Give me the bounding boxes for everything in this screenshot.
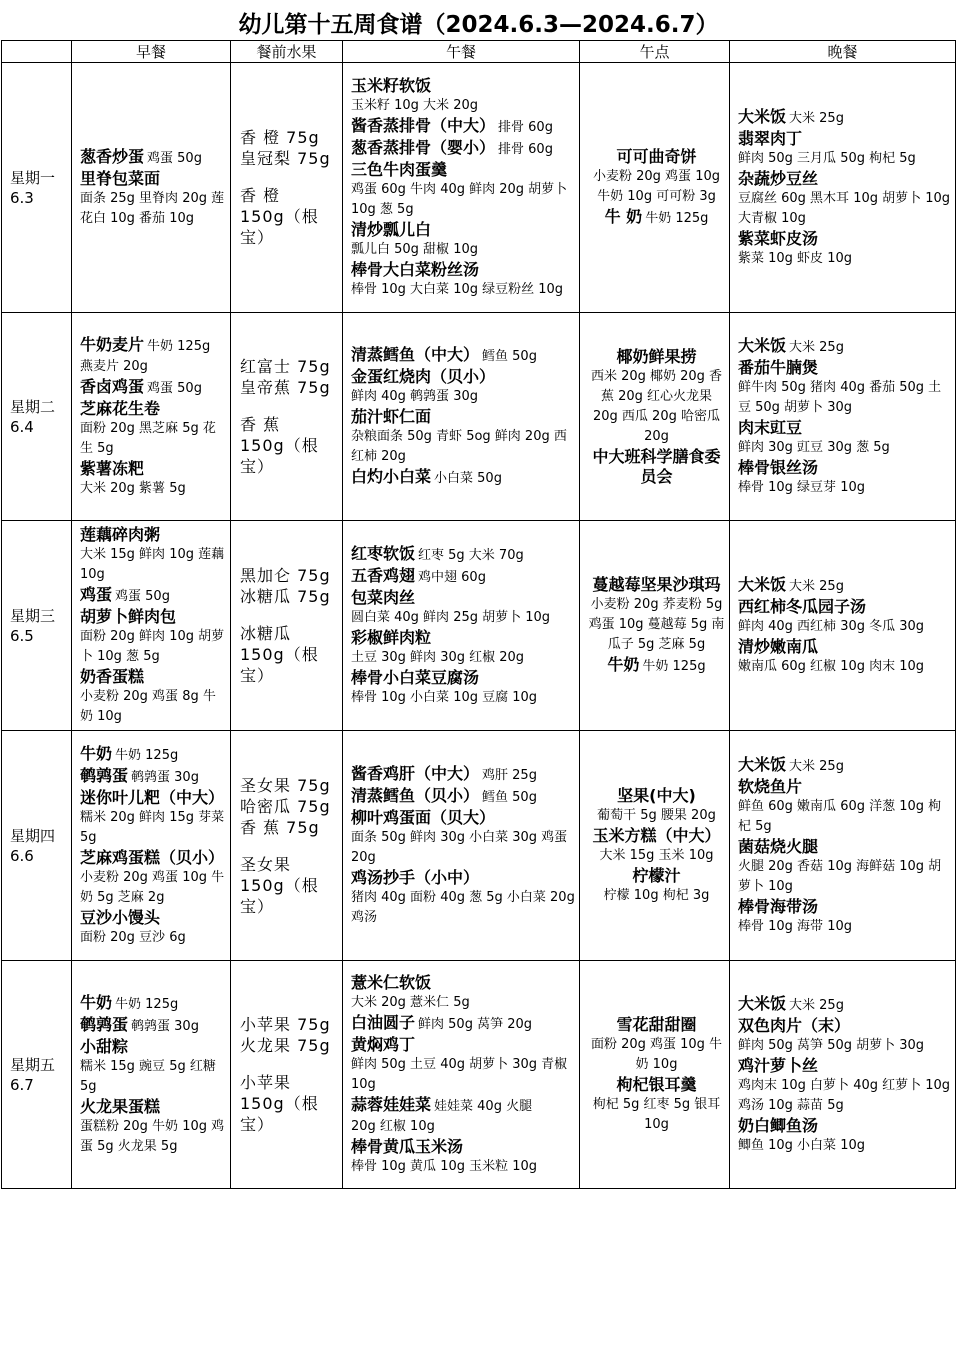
fruit-amount: 150g（根宝） — [240, 1094, 319, 1134]
dish-inline-ingredients: 排骨 60g — [498, 119, 553, 135]
breakfast-cell — [72, 961, 231, 1189]
dish-ingredients: 鲜肉 50g 三月瓜 50g 枸杞 5g — [738, 150, 916, 166]
dish-name: 大米饭 大米 25g — [738, 993, 844, 1013]
dish-name: 番茄牛腩煲 — [738, 357, 819, 377]
header-breakfast: 早餐 — [72, 41, 231, 63]
fruit-cell — [231, 521, 343, 731]
dish-ingredients: 大米 20g 薏米仁 5g — [351, 994, 470, 1010]
fruit-item: 圣女果 75g — [240, 775, 331, 795]
dish-name: 奶白鲫鱼汤 — [738, 1115, 819, 1135]
dish-ingredients: 面粉 20g 鸡蛋 10g 牛奶 10g — [590, 1036, 723, 1072]
day-cell — [2, 63, 72, 313]
lunch-cell — [343, 521, 580, 731]
fruit-cell — [231, 961, 343, 1189]
fruit-gap — [240, 169, 338, 185]
dish-ingredients: 小麦粉 20g 荞麦粉 5g 鸡蛋 10g 蔓越莓 5g 南瓜子 5g 芝麻 5g — [588, 596, 725, 652]
fruit-main: 冰糖瓜 — [240, 624, 292, 643]
date-label: 6.4 — [10, 417, 34, 436]
fruit-gap — [240, 1056, 338, 1072]
dish-name: 葱香蒸排骨（婴小） 排骨 60g — [351, 137, 553, 157]
dish-name: 薏米仁软饭 — [351, 972, 432, 992]
dish-inline-ingredients: 牛奶 125g — [147, 338, 211, 354]
dish-name: 火龙果蛋糕 — [80, 1096, 161, 1116]
dish-name: 牛奶麦片 牛奶 125g — [80, 334, 211, 354]
dish-name: 鸡汤抄手（小中） — [351, 867, 480, 887]
fruit-item: 火龙果 75g — [240, 1036, 331, 1055]
dish-inline-ingredients: 牛奶 125g — [115, 996, 179, 1012]
dish-name: 酱香蒸排骨（中大） 排骨 60g — [351, 115, 553, 135]
dish-ingredients: 鲜鱼 60g 嫩南瓜 60g 洋葱 10g 枸杞 5g — [738, 798, 942, 834]
dish-ingredients: 小麦粉 20g 鸡蛋 10g 牛奶 5g 芝麻 2g — [80, 869, 225, 905]
dinner-cell — [730, 63, 956, 313]
dish-name: 彩椒鲜肉粒 — [351, 627, 432, 647]
day-row — [2, 63, 956, 313]
fruit-amount: 150g（根宝） — [240, 645, 319, 685]
dish-name: 肉末豇豆 — [738, 417, 803, 437]
dish-name: 中大班科学膳食委员会 — [592, 446, 721, 486]
dish-inline-ingredients: 鸡中翅 60g — [418, 569, 486, 585]
dish-name: 五香鸡翅 鸡中翅 60g — [351, 565, 486, 585]
dish-inline-ingredients: 大米 25g — [789, 339, 844, 355]
dish-ingredients: 燕麦片 20g — [80, 358, 148, 374]
dish-name: 白油圆子 鲜肉 50g 莴笋 20g — [351, 1012, 533, 1032]
dish-name: 莲藕碎肉粥 — [80, 524, 161, 544]
dish-name: 胡萝卜鲜肉包 — [80, 606, 177, 626]
dish-name: 牛奶 牛奶 125g — [607, 654, 706, 674]
fruit-item: 哈密瓜 75g — [240, 796, 331, 816]
date-label: 6.3 — [10, 188, 34, 207]
dish-ingredients: 豆腐丝 60g 黑木耳 10g 胡萝卜 10g 大青椒 10g — [738, 190, 951, 226]
dish-name: 红枣软饭 红枣 5g 大米 70g — [351, 543, 524, 563]
date-label: 6.6 — [10, 846, 34, 865]
dish-ingredients: 棒骨 10g 绿豆芽 10g — [738, 479, 865, 495]
dish-name: 玉米方糕（中大） — [592, 825, 721, 845]
dish-name: 可可曲奇饼 — [616, 146, 697, 166]
lunch-cell — [343, 313, 580, 521]
fruit-item: 香 蕉 75g — [240, 817, 320, 837]
dish-inline-ingredients: 排骨 60g — [498, 141, 553, 157]
lunch-cell — [343, 961, 580, 1189]
weekday-label: 星期五 — [10, 1055, 56, 1074]
dish-name: 杂蔬炒豆丝 — [738, 168, 819, 188]
weekday-label: 星期二 — [10, 397, 56, 416]
dish-name: 棒骨海带汤 — [738, 896, 819, 916]
dinner-cell — [730, 961, 956, 1189]
dish-ingredients: 鲜肉 30g 豇豆 30g 葱 5g — [738, 439, 890, 455]
dish-inline-ingredients: 鹌鹑蛋 30g — [131, 1018, 199, 1034]
dish-ingredients: 鲫鱼 10g 小白菜 10g — [738, 1137, 865, 1153]
dish-inline-ingredients: 鸡肝 25g — [482, 767, 537, 783]
dish-ingredients: 猪肉 40g 面粉 40g 葱 5g 小白菜 20g 鸡汤 — [351, 889, 575, 925]
breakfast-cell — [72, 63, 231, 313]
dish-inline-ingredients: 鹌鹑蛋 30g — [131, 769, 199, 785]
fruit-main: 圣女果 — [240, 854, 292, 874]
fruit-item: 香 橙 75g — [240, 128, 320, 147]
dish-inline-ingredients: 鳕鱼 50g — [482, 789, 537, 805]
dish-name: 牛奶 牛奶 125g — [80, 992, 179, 1012]
fruit-item: 黑加仑 75g — [240, 566, 331, 585]
dish-name: 枸杞银耳羹 — [616, 1074, 697, 1094]
dish-inline-ingredients: 娃娃菜 40g 火腿 — [434, 1098, 533, 1114]
day-row — [2, 521, 956, 731]
dish-ingredients: 面条 50g 鲜肉 30g 小白菜 30g 鸡蛋 20g — [351, 829, 568, 865]
dish-name: 芝麻鸡蛋糕（贝小） — [80, 847, 225, 867]
dish-name: 蔓越莓坚果沙琪玛 — [592, 574, 721, 594]
fruit-amount: 150g（根宝） — [240, 436, 319, 476]
day-row — [2, 313, 956, 521]
dinner-cell — [730, 731, 956, 961]
dish-ingredients: 小麦粉 20g 鸡蛋 8g 牛奶 10g — [80, 688, 216, 724]
snack-cell — [580, 63, 730, 313]
dish-inline-ingredients: 小白菜 50g — [434, 470, 502, 486]
fruit-item: 皇冠梨 75g — [240, 149, 331, 168]
dish-ingredients: 20g 红椒 10g — [351, 1118, 435, 1134]
dish-inline-ingredients: 鸡蛋 50g — [115, 588, 170, 604]
dish-ingredients: 面条 25g 里脊肉 20g 莲花白 10g 番茄 10g — [80, 190, 225, 226]
date-label: 6.5 — [10, 626, 34, 645]
dish-ingredients: 紫菜 10g 虾皮 10g — [738, 250, 852, 266]
dish-inline-ingredients: 鸡蛋 50g — [147, 150, 202, 166]
lunch-cell — [343, 731, 580, 961]
dish-name: 软烧鱼片 — [738, 776, 803, 796]
dish-inline-ingredients: 牛奶 125g — [115, 747, 179, 763]
day-row — [2, 731, 956, 961]
dish-ingredients: 大米 15g 鲜肉 10g 莲藕 10g — [80, 546, 225, 582]
dish-name: 茄汁虾仁面 — [351, 406, 432, 426]
dish-name: 鸡蛋 鸡蛋 50g — [80, 584, 170, 604]
dish-inline-ingredients: 大米 25g — [789, 758, 844, 774]
dish-name: 鹌鹑蛋 鹌鹑蛋 30g — [80, 1014, 199, 1034]
dish-ingredients: 鲜肉 40g 西红柿 30g 冬瓜 30g — [738, 618, 925, 634]
dish-ingredients: 鲜肉 50g 莴笋 50g 胡萝卜 30g — [738, 1037, 925, 1053]
dish-ingredients: 棒骨 10g 黄瓜 10g 玉米粒 10g — [351, 1158, 538, 1174]
dish-ingredients: 柠檬 10g 枸杞 3g — [603, 887, 710, 903]
dish-name: 椰奶鲜果捞 — [616, 346, 697, 366]
dish-name: 鹌鹑蛋 鹌鹑蛋 30g — [80, 765, 199, 785]
dish-ingredients: 大米 20g 紫薯 5g — [80, 480, 186, 496]
fruit-cell — [231, 313, 343, 521]
dish-name: 坚果(中大) — [617, 785, 696, 805]
fruit-item: 冰糖瓜 75g — [240, 587, 331, 606]
day-cell — [2, 521, 72, 731]
dish-ingredients: 火腿 20g 香菇 10g 海鲜菇 10g 胡萝卜 10g — [738, 858, 942, 894]
dish-ingredients: 棒骨 10g 大白菜 10g 绿豆粉丝 10g — [351, 281, 564, 297]
dish-name: 柠檬汁 — [632, 865, 681, 885]
dish-ingredients: 糯米 15g 豌豆 5g 红糖 5g — [80, 1058, 216, 1094]
dish-name: 双色肉片（末） — [738, 1015, 851, 1035]
dish-name: 包菜肉丝 — [351, 587, 416, 607]
header-day — [2, 41, 72, 63]
fruit-main: 小苹果 — [240, 1073, 292, 1092]
dish-ingredients: 葡萄干 5g 腰果 20g — [597, 807, 716, 823]
dish-name: 翡翠肉丁 — [738, 128, 803, 148]
dish-name: 大米饭 大米 25g — [738, 335, 844, 355]
weekday-label: 星期四 — [10, 826, 56, 845]
fruit-item: 小苹果 75g — [240, 1015, 331, 1034]
dish-name: 奶香蛋糕 — [80, 666, 145, 686]
header-snack: 午点 — [580, 41, 730, 63]
fruit-gap — [240, 607, 338, 623]
dish-inline-ingredients: 鳕鱼 50g — [482, 348, 537, 364]
dish-name: 芝麻花生卷 — [80, 398, 161, 418]
dish-name: 雪花甜甜圈 — [616, 1014, 697, 1034]
dish-ingredients: 枸杞 5g 红枣 5g 银耳 10g — [592, 1096, 721, 1132]
dish-ingredients: 面粉 20g 鲜肉 10g 胡萝卜 10g 葱 5g — [80, 628, 225, 664]
dish-name: 蒜蓉娃娃菜 娃娃菜 40g 火腿 — [351, 1094, 533, 1114]
dish-name: 里脊包菜面 — [80, 168, 161, 188]
breakfast-cell — [72, 731, 231, 961]
fruit-item: 皇帝蕉 75g — [240, 378, 331, 397]
breakfast-cell — [72, 521, 231, 731]
dish-name: 菌菇烧火腿 — [738, 836, 819, 856]
header-lunch: 午餐 — [343, 41, 580, 63]
dish-inline-ingredients: 牛奶 125g — [645, 210, 709, 226]
dish-ingredients: 棒骨 10g 小白菜 10g 豆腐 10g — [351, 689, 538, 705]
fruit-amount: 150g（根宝） — [240, 875, 319, 916]
dish-name: 白灼小白菜 小白菜 50g — [351, 466, 502, 486]
dish-ingredients: 棒骨 10g 海带 10g — [738, 918, 852, 934]
dish-inline-ingredients: 大米 25g — [789, 578, 844, 594]
snack-cell — [580, 961, 730, 1189]
dish-name: 棒骨银丝汤 — [738, 457, 819, 477]
dish-name: 紫菜虾皮汤 — [738, 228, 819, 248]
dish-name: 酱香鸡肝（中大） 鸡肝 25g — [351, 763, 537, 783]
dish-ingredients: 鸡肉末 10g 白萝卜 40g 红萝卜 10g 鸡汤 10g 蒜苗 5g — [738, 1077, 951, 1113]
dish-name: 牛奶 牛奶 125g — [80, 743, 179, 763]
day-cell — [2, 731, 72, 961]
dish-name: 清炒嫩南瓜 — [738, 636, 819, 656]
day-cell — [2, 961, 72, 1189]
dish-ingredients: 面粉 20g 豆沙 6g — [80, 929, 186, 945]
day-row — [2, 961, 956, 1189]
header-fruit: 餐前水果 — [231, 41, 343, 63]
header-row — [2, 41, 956, 63]
menu-table — [1, 40, 956, 1189]
weekday-label: 星期三 — [10, 606, 56, 625]
dish-name: 黄焖鸡丁 — [351, 1034, 416, 1054]
dish-inline-ingredients: 牛奶 125g — [642, 658, 706, 674]
fruit-cell — [231, 63, 343, 313]
dish-ingredients: 蛋糕粉 20g 牛奶 10g 鸡蛋 5g 火龙果 5g — [80, 1118, 225, 1154]
dinner-cell — [730, 521, 956, 731]
fruit-gap — [240, 838, 338, 854]
dish-name: 三色牛肉蛋羹 — [351, 159, 448, 179]
fruit-main: 香 橙 — [240, 186, 281, 205]
dish-name: 清蒸鳕鱼（贝小） 鳕鱼 50g — [351, 785, 537, 805]
weekday-label: 星期一 — [10, 168, 56, 187]
dish-ingredients: 鲜肉 40g 鹌鹑蛋 30g — [351, 388, 478, 404]
dish-ingredients: 鲜肉 50g 土豆 40g 胡萝卜 30g 青椒 10g — [351, 1056, 568, 1092]
dish-name: 清蒸鳕鱼（中大） 鳕鱼 50g — [351, 344, 537, 364]
breakfast-cell — [72, 313, 231, 521]
dish-name: 大米饭 大米 25g — [738, 574, 844, 594]
fruit-gap — [240, 398, 338, 414]
dish-name: 葱香炒蛋 鸡蛋 50g — [80, 146, 202, 166]
dish-ingredients: 圆白菜 40g 鲜肉 25g 胡萝卜 10g — [351, 609, 551, 625]
dish-name: 迷你叶儿粑（中大） — [80, 787, 225, 807]
dish-name: 清炒瓢儿白 — [351, 219, 432, 239]
dish-ingredients: 面粉 20g 黑芝麻 5g 花生 5g — [80, 420, 216, 456]
dish-name: 小甜粽 — [80, 1036, 129, 1056]
dish-inline-ingredients: 大米 25g — [789, 110, 844, 126]
day-cell — [2, 313, 72, 521]
dish-ingredients: 鲜牛肉 50g 猪肉 40g 番茄 50g 土豆 50g 胡萝卜 30g — [738, 379, 942, 415]
dish-ingredients: 糯米 20g 鲜肉 15g 芽菜 5g — [80, 809, 225, 845]
dish-ingredients: 杂粮面条 50g 青虾 5og 鲜肉 20g 西红柿 20g — [351, 428, 567, 464]
lunch-cell — [343, 63, 580, 313]
dish-ingredients: 土豆 30g 鲜肉 30g 红椒 20g — [351, 649, 525, 665]
dish-name: 大米饭 大米 25g — [738, 754, 844, 774]
dish-inline-ingredients: 红枣 5g 大米 70g — [418, 547, 524, 563]
dish-name: 棒骨黄瓜玉米汤 — [351, 1136, 464, 1156]
dish-ingredients: 瓢儿白 50g 甜椒 10g — [351, 241, 478, 257]
fruit-cell — [231, 731, 343, 961]
dish-inline-ingredients: 鲜肉 50g 莴笋 20g — [418, 1016, 533, 1032]
dish-name: 柳叶鸡蛋面（贝大） — [351, 807, 496, 827]
dish-name: 玉米籽软饭 — [351, 75, 432, 95]
snack-cell — [580, 313, 730, 521]
snack-cell — [580, 731, 730, 961]
dish-ingredients: 大米 15g 玉米 10g — [599, 847, 714, 863]
date-label: 6.7 — [10, 1075, 34, 1094]
snack-cell — [580, 521, 730, 731]
dish-name: 棒骨大白菜粉丝汤 — [351, 259, 480, 279]
dish-ingredients: 鸡蛋 60g 牛肉 40g 鲜肉 20g 胡萝卜 10g 葱 5g — [351, 181, 568, 217]
dinner-cell — [730, 313, 956, 521]
dish-ingredients: 西米 20g 椰奶 20g 香蕉 20g 红心火龙果 20g 西瓜 20g 哈密瓜 20g — [590, 368, 723, 444]
dish-name: 香卤鸡蛋 鸡蛋 50g — [80, 376, 202, 396]
dish-inline-ingredients: 大米 25g — [789, 997, 844, 1013]
fruit-amount: 150g（根宝） — [240, 207, 319, 247]
dish-name: 大米饭 大米 25g — [738, 106, 844, 126]
page-title: 幼儿第十五周食谱（2024.6.3—2024.6.7） — [238, 12, 719, 38]
dish-ingredients: 小麦粉 20g 鸡蛋 10g 牛奶 10g 可可粉 3g — [593, 168, 720, 204]
dish-ingredients: 嫩南瓜 60g 红椒 10g 肉末 10g — [738, 658, 925, 674]
dish-name: 棒骨小白菜豆腐汤 — [351, 667, 480, 687]
dish-inline-ingredients: 鸡蛋 50g — [147, 380, 202, 396]
fruit-item: 红富士 75g — [240, 357, 331, 376]
dish-ingredients: 玉米籽 10g 大米 20g — [351, 97, 478, 113]
dish-name: 紫薯冻粑 — [80, 458, 145, 478]
dish-name: 西红柿冬瓜园子汤 — [738, 596, 867, 616]
fruit-main: 香 蕉 — [240, 415, 281, 434]
dish-name: 牛 奶 牛奶 125g — [604, 206, 709, 226]
header-dinner: 晚餐 — [730, 41, 956, 63]
dish-name: 金蛋红烧肉（贝小） — [351, 366, 496, 386]
dish-name: 鸡汁萝卜丝 — [738, 1055, 819, 1075]
dish-name: 豆沙小馒头 — [80, 907, 161, 927]
